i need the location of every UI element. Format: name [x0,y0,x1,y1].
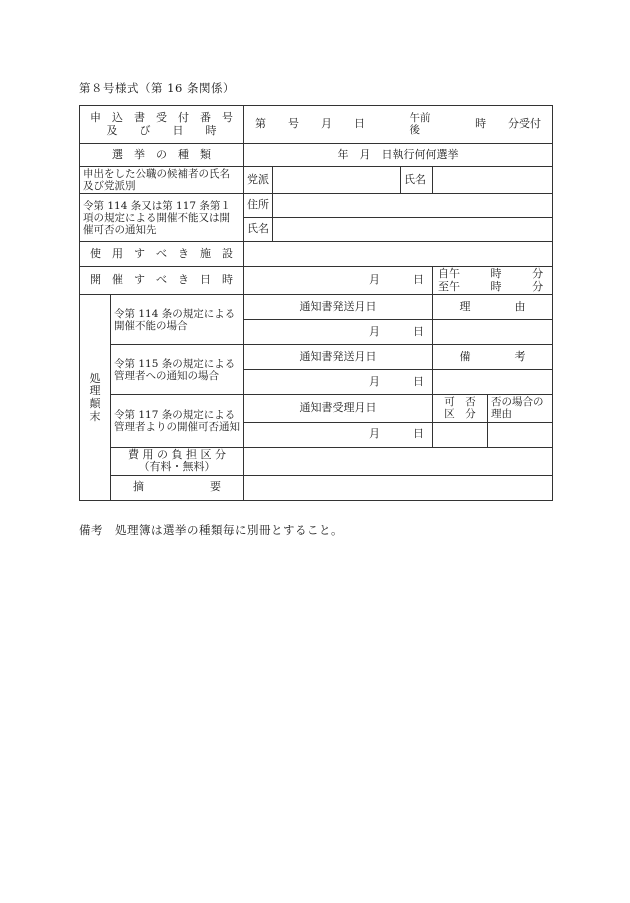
r117-ok-label [433,395,488,422]
r117-date-value[interactable]: 月 日 [244,422,433,447]
r115-date-label: 通知書発送月日 [244,345,433,370]
application-label-cell [80,106,244,144]
party-value[interactable] [273,167,401,194]
cost-label [111,447,244,475]
side-char-2: 理 [89,384,101,398]
side-char-1: 処 [89,371,101,385]
facility-value[interactable] [244,242,553,267]
election-type-label: 選 挙 の 種 類 [80,144,244,167]
datetime-hour-2: 時 [490,279,502,293]
notify-name-label: 氏名 [244,218,273,242]
cost-label-2: （有料・無料） [138,460,216,474]
processing-side-label [80,295,111,501]
r115-date-value[interactable]: 月 日 [244,370,433,395]
side-char-3: 顛 [89,396,101,410]
application-value-cell[interactable] [244,106,553,144]
address-value[interactable] [273,194,553,218]
r117-ok-label-2: 区 分 [444,408,476,421]
candidate-name-label: 氏名 [401,167,433,194]
r117-label: 令第 117 条の規定による管理者よりの開催可否通知 [111,395,244,447]
r115-remarks-value[interactable] [433,370,553,395]
datetime-minute-1: 分 [532,267,544,281]
r117-no-reason-value[interactable] [488,422,553,447]
facility-label: 使 用 す べ き 施 設 [80,242,244,267]
application-label-line2: 及 び 日 時 [106,123,217,137]
candidate-name-value[interactable] [433,167,553,194]
datetime-month-day[interactable]: 月 日 [244,267,433,295]
r114-date-label: 通知書発送月日 [244,295,433,320]
footnote: 備考 処理簿は選挙の種類毎に別冊とすること。 [79,523,343,537]
candidate-label: 申出をした公職の候補者の氏名及び党派別 [80,167,244,194]
datetime-hour-1: 時 [490,267,502,281]
datetime-time-range[interactable] [433,267,553,295]
notify-name-value[interactable] [273,218,553,242]
party-label: 党派 [244,167,273,194]
r115-label: 令第 115 条の規定による管理者への通知の場合 [111,345,244,395]
registry-form-table [79,105,553,501]
form-title: 第８号様式（第 16 条関係） [79,81,235,95]
r114-reason-label: 理 由 [433,295,553,320]
side-char-4: 末 [89,409,101,423]
datetime-label: 開 催 す べ き 日 時 [80,267,244,295]
r114-reason-value[interactable] [433,320,553,345]
r117-date-label: 通知書受理月日 [244,395,433,422]
address-label: 住所 [244,194,273,218]
r114-date-value[interactable]: 月 日 [244,320,433,345]
datetime-to: 至午 [438,279,460,293]
r117-ok-label-1: 可 否 [444,396,476,409]
summary-value[interactable] [244,475,553,500]
cost-value[interactable] [244,447,553,475]
r115-remarks-label: 備 考 [433,345,553,370]
cost-label-1: 費 用 の 負 担 区 分 [128,447,226,461]
application-time: 時 分受付 [475,117,542,131]
r117-ok-value[interactable] [433,422,488,447]
application-number-date: 第 号 月 日 [255,117,365,131]
election-type-value[interactable]: 年 月 日執行何何選挙 [244,144,553,167]
datetime-minute-2: 分 [532,279,544,293]
notify-label: 令第 114 条又は第 117 条第１項の規定による開催不能又は開催可否の通知先 [80,194,244,242]
r114-label: 令第 114 条の規定による開催不能の場合 [111,295,244,345]
summary-label: 摘 要 [111,475,244,500]
application-label-line1: 申 込 書 受 付 番 号 [90,110,233,124]
datetime-from: 自午 [438,267,460,281]
r117-no-reason-label: 否の場合の理由 [488,395,553,422]
application-ampm: 午前 後 [409,111,431,136]
